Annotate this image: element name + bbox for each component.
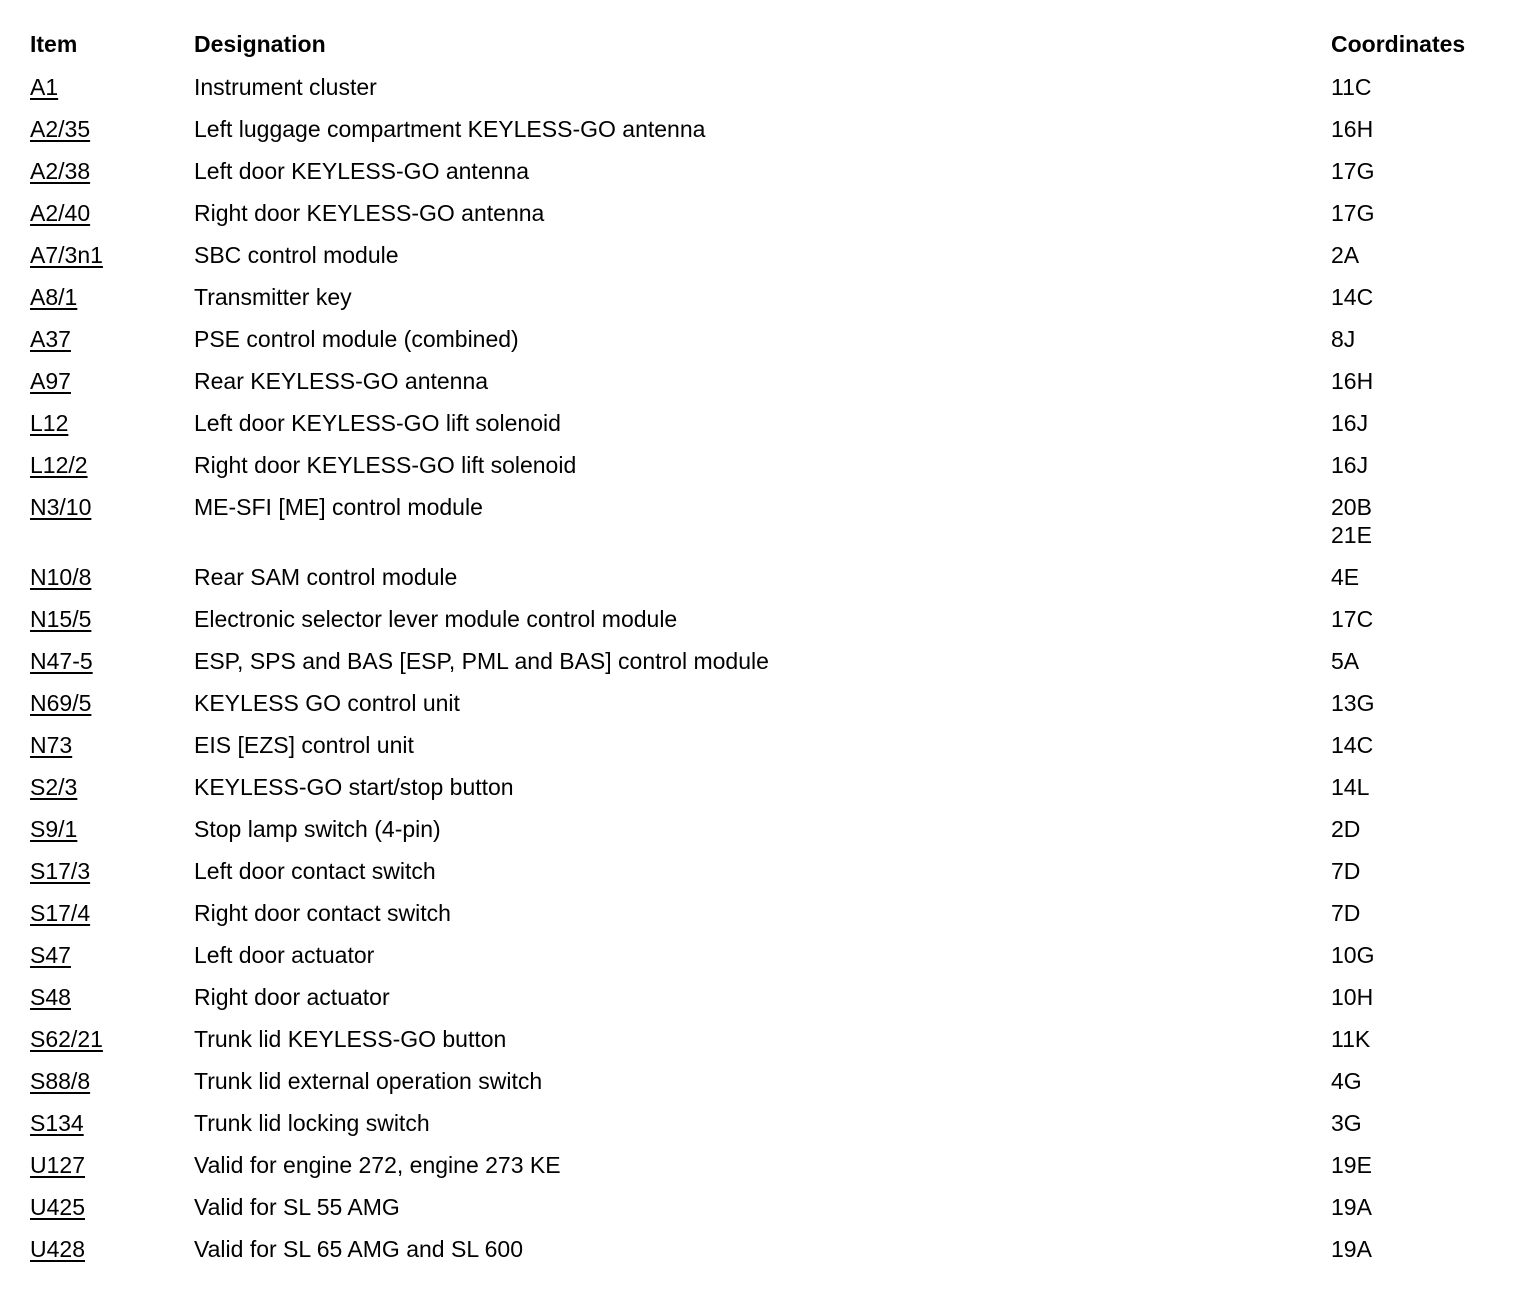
table-header <box>30 24 1490 66</box>
item-cell <box>30 1067 194 1095</box>
coordinate-value: 19E <box>1331 1152 1372 1178</box>
table-row <box>30 976 1490 1018</box>
item-cell <box>30 857 194 885</box>
designation-cell: Right door actuator <box>194 984 390 1010</box>
designation-cell: Left door actuator <box>194 942 375 968</box>
table-row <box>30 402 1490 444</box>
coordinates-cell <box>1331 1025 1490 1053</box>
table-row <box>30 192 1490 234</box>
item-link[interactable]: S9/1 <box>30 816 78 842</box>
table-row <box>30 682 1490 724</box>
item-cell <box>30 899 194 927</box>
table-row <box>30 318 1490 360</box>
coordinate-value: 17G <box>1331 200 1375 226</box>
table-row <box>30 444 1490 486</box>
header-designation: Designation <box>194 31 326 57</box>
item-link[interactable]: N10/8 <box>30 564 92 590</box>
designation-cell: Instrument cluster <box>194 74 377 100</box>
item-link[interactable]: L12 <box>30 410 69 436</box>
coordinate-value: 3G <box>1331 1110 1362 1136</box>
item-cell <box>30 283 194 311</box>
item-cell <box>30 241 194 269</box>
table-row <box>30 934 1490 976</box>
designation-cell: Trunk lid KEYLESS-GO button <box>194 1026 507 1052</box>
coordinate-value: 2D <box>1331 816 1361 842</box>
coordinates-cell <box>1331 563 1490 591</box>
item-cell <box>30 73 194 101</box>
table-row <box>30 724 1490 766</box>
item-cell <box>30 1235 194 1263</box>
table-row <box>30 150 1490 192</box>
designation-cell: Right door KEYLESS-GO antenna <box>194 200 545 226</box>
item-link[interactable]: A2/38 <box>30 158 91 184</box>
coordinate-value: 14C <box>1331 284 1374 310</box>
item-link[interactable]: N15/5 <box>30 606 92 632</box>
item-cell <box>30 689 194 717</box>
coordinates-cell <box>1331 409 1490 437</box>
coordinates-cell <box>1331 605 1490 633</box>
item-cell <box>30 367 194 395</box>
item-cell <box>30 115 194 143</box>
coordinate-value: 7D <box>1331 900 1361 926</box>
item-link[interactable]: S62/21 <box>30 1026 103 1052</box>
item-cell <box>30 1193 194 1221</box>
coordinates-cell <box>1331 815 1490 843</box>
table-row <box>30 486 1490 556</box>
coordinate-value: 10H <box>1331 984 1374 1010</box>
item-link[interactable]: N3/10 <box>30 494 92 520</box>
coordinate-value: 17G <box>1331 158 1375 184</box>
coordinates-cell <box>1331 1193 1490 1221</box>
designation-cell: Left door contact switch <box>194 858 436 884</box>
item-cell <box>30 1109 194 1137</box>
item-link[interactable]: S17/3 <box>30 858 91 884</box>
coordinates-cell <box>1331 731 1490 759</box>
header-coordinates: Coordinates <box>1331 31 1466 57</box>
item-cell <box>30 563 194 591</box>
designation-cell: Trunk lid external operation switch <box>194 1068 543 1094</box>
designation-cell: ESP, SPS and BAS [ESP, PML and BAS] control module <box>194 648 769 674</box>
table-row <box>30 598 1490 640</box>
item-link[interactable]: S88/8 <box>30 1068 91 1094</box>
item-link[interactable]: A2/35 <box>30 116 91 142</box>
coordinate-value: 16J <box>1331 410 1369 436</box>
item-link[interactable]: S48 <box>30 984 71 1010</box>
coordinate-value: 16H <box>1331 116 1374 142</box>
coordinates-cell <box>1331 283 1490 311</box>
coordinates-cell <box>1331 451 1490 479</box>
coordinate-value: 2A <box>1331 242 1360 268</box>
table-row <box>30 850 1490 892</box>
coordinates-cell <box>1331 157 1490 185</box>
item-cell <box>30 773 194 801</box>
component-legend-table <box>30 24 1490 1270</box>
coordinates-cell <box>1331 241 1490 269</box>
coordinate-value: 19A <box>1331 1236 1372 1262</box>
table-row <box>30 1186 1490 1228</box>
item-cell <box>30 451 194 479</box>
coordinates-cell <box>1331 857 1490 885</box>
item-cell <box>30 199 194 227</box>
item-link[interactable]: A37 <box>30 326 71 352</box>
table-row <box>30 556 1490 598</box>
designation-cell: Valid for engine 272, engine 273 KE <box>194 1152 561 1178</box>
item-cell <box>30 731 194 759</box>
coordinates-cell <box>1331 1151 1490 1179</box>
table-row <box>30 1060 1490 1102</box>
coordinate-value: 7D <box>1331 858 1361 884</box>
item-cell <box>30 157 194 185</box>
coordinate-value: 19A <box>1331 1194 1372 1220</box>
table-row <box>30 1144 1490 1186</box>
item-link[interactable]: U425 <box>30 1194 85 1220</box>
item-link[interactable]: A7/3n1 <box>30 242 103 268</box>
coordinates-cell <box>1331 1067 1490 1095</box>
coordinates-cell <box>1331 493 1490 549</box>
designation-cell: Right door KEYLESS-GO lift solenoid <box>194 452 577 478</box>
designation-cell: Rear KEYLESS-GO antenna <box>194 368 489 394</box>
designation-cell: Left door KEYLESS-GO lift solenoid <box>194 410 561 436</box>
designation-cell: Right door contact switch <box>194 900 451 926</box>
coordinate-value: 11C <box>1331 74 1372 100</box>
item-cell <box>30 1025 194 1053</box>
designation-cell: PSE control module (combined) <box>194 326 519 352</box>
item-link[interactable]: N47-5 <box>30 648 93 674</box>
coordinate-value: 14C <box>1331 732 1374 758</box>
item-cell <box>30 493 194 521</box>
item-link[interactable]: U127 <box>30 1152 85 1178</box>
table-row <box>30 108 1490 150</box>
coordinates-cell <box>1331 689 1490 717</box>
designation-cell: Valid for SL 55 AMG <box>194 1194 400 1220</box>
designation-cell: Left luggage compartment KEYLESS-GO antenna <box>194 116 706 142</box>
coordinate-value: 4G <box>1331 1068 1362 1094</box>
table-row <box>30 360 1490 402</box>
table-row <box>30 1102 1490 1144</box>
coordinates-cell <box>1331 941 1490 969</box>
designation-cell: SBC control module <box>194 242 399 268</box>
item-cell <box>30 605 194 633</box>
coordinates-cell <box>1331 73 1490 101</box>
header-item: Item <box>30 31 78 57</box>
item-link[interactable]: L12/2 <box>30 452 88 478</box>
table-row <box>30 1228 1490 1270</box>
coordinates-cell <box>1331 325 1490 353</box>
table-row <box>30 234 1490 276</box>
table-row <box>30 640 1490 682</box>
designation-cell: Stop lamp switch (4-pin) <box>194 816 441 842</box>
designation-cell: Electronic selector lever module control module <box>194 606 678 632</box>
coordinates-cell <box>1331 199 1490 227</box>
item-link[interactable]: A97 <box>30 368 71 394</box>
table-row <box>30 766 1490 808</box>
designation-cell: ME-SFI [ME] control module <box>194 494 483 520</box>
designation-cell: KEYLESS GO control unit <box>194 690 460 716</box>
item-link[interactable]: U428 <box>30 1236 85 1262</box>
item-link[interactable]: A8/1 <box>30 284 78 310</box>
coordinates-cell <box>1331 1109 1490 1137</box>
item-link[interactable]: S2/3 <box>30 774 78 800</box>
item-cell <box>30 983 194 1011</box>
designation-cell: KEYLESS-GO start/stop button <box>194 774 514 800</box>
coordinate-value: 8J <box>1331 326 1356 352</box>
item-link[interactable]: S17/4 <box>30 900 91 926</box>
coordinate-value: 16J <box>1331 452 1369 478</box>
designation-cell: Left door KEYLESS-GO antenna <box>194 158 529 184</box>
item-cell <box>30 647 194 675</box>
designation-cell: Valid for SL 65 AMG and SL 600 <box>194 1236 524 1262</box>
coordinate-value: 21E <box>1331 522 1372 548</box>
item-cell <box>30 409 194 437</box>
table-row <box>30 808 1490 850</box>
designation-cell: Trunk lid locking switch <box>194 1110 430 1136</box>
coordinate-value: 4E <box>1331 564 1360 590</box>
item-link[interactable]: S134 <box>30 1110 84 1136</box>
designation-cell: EIS [EZS] control unit <box>194 732 414 758</box>
table-body <box>30 66 1490 1270</box>
designation-cell: Rear SAM control module <box>194 564 458 590</box>
table-row <box>30 892 1490 934</box>
item-link[interactable]: S47 <box>30 942 71 968</box>
coordinates-cell <box>1331 647 1490 675</box>
coordinates-cell <box>1331 115 1490 143</box>
item-link[interactable]: N69/5 <box>30 690 92 716</box>
coordinates-cell <box>1331 1235 1490 1263</box>
coordinate-value: 11K <box>1331 1026 1371 1052</box>
coordinates-cell <box>1331 367 1490 395</box>
table-row <box>30 1018 1490 1060</box>
coordinate-value: 13G <box>1331 690 1375 716</box>
item-cell <box>30 1151 194 1179</box>
coordinates-cell <box>1331 983 1490 1011</box>
designation-cell: Transmitter key <box>194 284 352 310</box>
item-cell <box>30 325 194 353</box>
coordinate-value: 16H <box>1331 368 1374 394</box>
coordinate-value: 17C <box>1331 606 1374 632</box>
coordinate-value: 20B <box>1331 494 1372 520</box>
item-link[interactable]: A1 <box>30 74 59 100</box>
coordinate-value: 10G <box>1331 942 1375 968</box>
coordinate-value: 5A <box>1331 648 1360 674</box>
table-row <box>30 66 1490 108</box>
item-cell <box>30 815 194 843</box>
item-cell <box>30 941 194 969</box>
coordinate-value: 14L <box>1331 774 1370 800</box>
table-row <box>30 276 1490 318</box>
item-link[interactable]: N73 <box>30 732 73 758</box>
coordinates-cell <box>1331 899 1490 927</box>
coordinates-cell <box>1331 773 1490 801</box>
item-link[interactable]: A2/40 <box>30 200 91 226</box>
